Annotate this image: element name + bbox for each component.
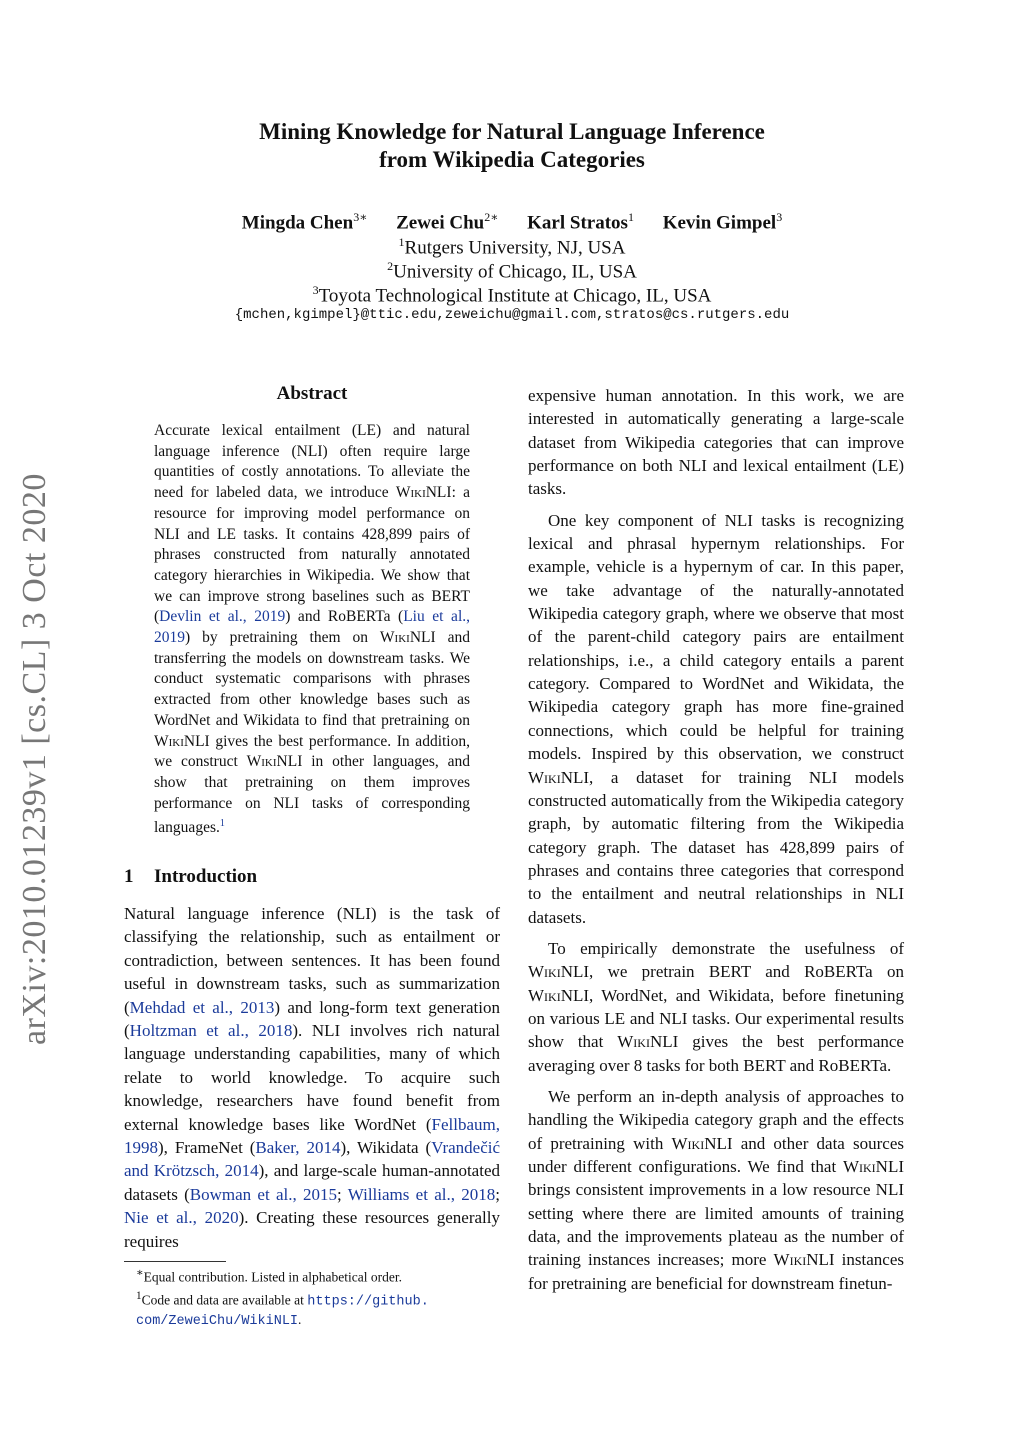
author: Zewei Chu$^{2∗}$ — [396, 210, 499, 234]
citation-link[interactable]: Williams et al., 2018 — [347, 1184, 496, 1204]
citation-link[interactable]: Fellbaum, 1998 — [124, 1114, 500, 1158]
author: Karl Stratos$^1$ — [527, 210, 634, 234]
author-emails: {mchen,kgimpel}@ttic.edu,zeweichu@gmail.com,stratos@cs.rutgers.edu — [234, 307, 790, 323]
right-column-body — [528, 384, 904, 1303]
footnote-rule — [124, 1261, 226, 1262]
citation-link[interactable]: Vrandečić and Krötzsch, 2014 — [124, 1138, 501, 1181]
paragraph: One key component of NLI tasks is recognizing lexical and phrasal hypernym relationships. For example, vehicle is a hypernym of car. In this paper, we take advantage of the naturally-annotated Wikipedia category graph, where we observe that most of the parent-child category pairs are entailment relationships, i.e., a child category entails a parent category. Compared to WordNet and Wikidata, the Wikipedia category graph has more fine-grained connections, which could be helpful for training models. Inspired by this observation, we construct WikiNLI, a dataset for training NLI models constructed automatically from the Wikipedia category graph, by automatic filtering from the Wikipedia category graph. The dataset has 428,899 pairs of phrases and contains three categories that correspond to the entailment and neutral relationships in NLI datasets. — [528, 510, 904, 927]
citation-link[interactable]: Devlin et al., 2019 — [159, 608, 286, 626]
citation-link[interactable]: Bowman et al., 2015 — [189, 1184, 338, 1204]
arxiv-sidebar-id: arXiv:2010.01239v1 [cs.CL] 3 Oct 2020 — [16, 473, 53, 1045]
citation-link[interactable]: Holtzman et al., 2018 — [129, 1021, 293, 1041]
footnotes — [124, 1264, 500, 1331]
citation-link[interactable]: Mehdad et al., 2013 — [129, 997, 275, 1017]
intro-body — [124, 902, 500, 1253]
citation-link[interactable]: Liu et al., 2019 — [154, 608, 470, 647]
footnote: ∗Equal contribution. Listed in alphabetical order. — [136, 1267, 402, 1285]
author: Mingda Chen$^{3∗}$ — [241, 210, 368, 234]
affiliation: $^3$Toyota Technological Institute at Chicago, IL, USA — [312, 283, 712, 307]
affiliation: $^2$University of Chicago, IL, USA — [387, 259, 637, 283]
code-url-link[interactable]: https://github. com/ZeweiChu/WikiNLI — [136, 1294, 429, 1329]
section-heading: 1 Introduction — [124, 866, 258, 887]
paragraph: To empirically demonstrate the usefulness of WikiNLI, we pretrain BERT and RoBERTa on WikiNLI, WordNet, and Wikidata, before finetuning on various LE and NLI tasks. Our experimental results show that WikiNLI gives the best performance averaging over 8 tasks for both BERT and RoBERTa. — [528, 938, 904, 1075]
paragraph: We perform an in-depth analysis of approaches to handling the Wikipedia category graph and the effects of pretraining with WikiNLI and other data sources under different configurations. We find that WikiNLI brings consistent improvements in a low resource NLI setting where there are limited amounts of training data, and the improvements plateau as the number of training instances increases; more WikiNLI instances for pretraining are beneficial for downstream finetun- — [528, 1086, 905, 1293]
author: Kevin Gimpel$^3$ — [662, 210, 783, 234]
paper-title — [0, 118, 1024, 174]
affiliation: $^1$Rutgers University, NJ, USA — [398, 235, 626, 259]
citation-link[interactable]: Baker, 2014 — [255, 1138, 341, 1158]
footnote-mark[interactable]: 1 — [219, 818, 225, 830]
citation-link[interactable]: Nie et al., 2020 — [124, 1208, 239, 1228]
paragraph: expensive human annotation. In this work, we are interested in automatically generating a large-scale dataset from Wikipedia categories that can improve performance on both NLI and lexical entailment (LE) tasks. — [528, 386, 904, 499]
title-line-2: from Wikipedia Categories — [379, 147, 645, 172]
footnote: $^1$Code and data are available at https://github. com/ZeweiChu/WikiNLI. — [136, 1289, 429, 1329]
title-line-1: Mining Knowledge for Natural Language Inference — [259, 119, 765, 144]
paragraph: Natural language inference (NLI) is the task of classifying the relationship, such as entailment or contradiction, between sentences. It has been found useful in downstream tasks, such as summarization (Mehdad et al., 2013) and long-form text generation (Holtzman et al., 2018). NLI involves rich natural language understanding capabilities, many of which relate to world knowledge. To acquire such knowledge, researchers have found benefit from external knowledge bases like WordNet (Fellbaum, 1998), FrameNet (Baker, 2014), Wikidata (Vrandečić and Krötzsch, 2014), and large-scale human-annotated datasets (Bowman et al., 2015; Williams et al., 2018; Nie et al., 2020). Creating these resources generally requires — [124, 904, 501, 1251]
abstract-body: Accurate lexical entailment (LE) and natural language inference (NLI) often require large quantities of costly annotations. To alleviate the need for labeled data, we introduce WikiNLI: a resource for improving model performance on NLI and LE tasks. It contains 428,899 pairs of phrases constructed from naturally annotated category hierarchies in Wikipedia. We show that we can improve strong baselines such as BERT (Devlin et al., 2019) and RoBERTa (Liu et al., 2019) by pretraining them on WikiNLI and transferring the models on downstream tasks. We conduct systematic comparisons with phrases extracted from other knowledge bases such as WordNet and Wikidata to find that pretraining on WikiNLI gives the best performance. In addition, we construct WikiNLI in other languages, and show that pretraining on them improves performance on NLI tasks of corresponding languages.$^1$ — [154, 422, 471, 837]
abstract-heading: Abstract — [276, 383, 348, 404]
